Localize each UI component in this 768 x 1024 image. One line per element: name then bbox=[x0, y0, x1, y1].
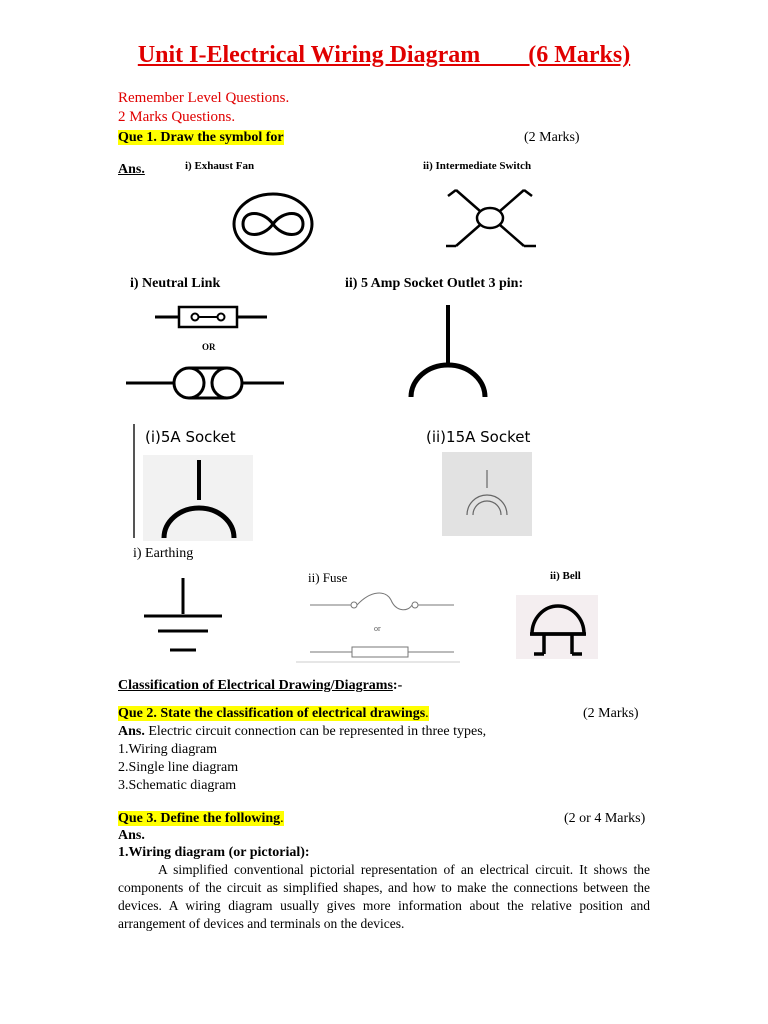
classification-item: 2.Single line diagram bbox=[118, 760, 239, 775]
question-2: Que 2. State the classification of electrical drawings bbox=[118, 706, 426, 721]
question-2-answer-label: Ans. bbox=[118, 724, 145, 739]
or-label-1: OR bbox=[202, 342, 216, 352]
question-1-marks: (2 Marks) bbox=[524, 130, 580, 145]
exhaust-fan-label: i) Exhaust Fan bbox=[185, 160, 255, 172]
classification-item: 1.Wiring diagram bbox=[118, 742, 217, 757]
socket-outlet-3pin-label: ii) 5 Amp Socket Outlet 3 pin: bbox=[345, 276, 524, 291]
classification-heading: Classification of Electrical Drawing/Diagrams bbox=[118, 678, 393, 693]
page-title: Unit I-Electrical Wiring Diagram (6 Marks) bbox=[137, 42, 631, 68]
question-3-answer-label: Ans. bbox=[118, 828, 145, 843]
socket-5a-label: (i)5A Socket bbox=[145, 428, 236, 446]
neutral-link-label: i) Neutral Link bbox=[130, 276, 221, 291]
marks-questions-heading: 2 Marks Questions. bbox=[118, 109, 236, 125]
intermediate-switch-symbol bbox=[440, 180, 540, 260]
question-1-answer-label: Ans. bbox=[118, 162, 145, 177]
question-3: Que 3. Define the following bbox=[118, 811, 281, 826]
classification-suffix: :- bbox=[392, 678, 403, 693]
fuse-label: ii) Fuse bbox=[308, 570, 348, 585]
wiring-diagram-definition: A simplified conventional pictorial representation of an electrical circuit. It shows the components of the circuit as simplified shapes, and how to make the connections between the devices. A wiring diagram usually gives more information about the relative position and arrangement of devices and terminals on the devices. bbox=[118, 862, 650, 931]
bell-symbol bbox=[526, 598, 590, 658]
question-2-answer-text: Electric circuit connection can be represented in three types, bbox=[144, 724, 487, 739]
earthing-label: i) Earthing bbox=[133, 546, 194, 561]
bell-label: ii) Bell bbox=[550, 570, 581, 582]
question-1: Que 1. Draw the symbol for bbox=[118, 130, 284, 145]
neutral-link-symbol-a bbox=[155, 302, 270, 332]
neutral-link-symbol-b bbox=[126, 365, 286, 401]
question-3-marks: (2 or 4 Marks) bbox=[564, 811, 646, 826]
socket-outlet-3pin-symbol bbox=[405, 305, 491, 399]
socket-5a-symbol bbox=[156, 460, 242, 540]
socket-15a-symbol bbox=[462, 470, 512, 520]
remember-level-heading: Remember Level Questions. bbox=[118, 90, 290, 106]
intermediate-switch-label: ii) Intermediate Switch bbox=[423, 160, 532, 172]
wiring-diagram-subheading: 1.Wiring diagram (or pictorial): bbox=[118, 845, 310, 860]
classification-item: 3.Schematic diagram bbox=[118, 778, 237, 793]
question-2-marks: (2 Marks) bbox=[583, 706, 639, 721]
earthing-symbol bbox=[140, 578, 226, 654]
socket-15a-label: (ii)15A Socket bbox=[426, 428, 531, 446]
or-label-2: or bbox=[374, 624, 381, 633]
exhaust-fan-symbol bbox=[228, 188, 318, 260]
socket-box-border bbox=[133, 424, 135, 538]
